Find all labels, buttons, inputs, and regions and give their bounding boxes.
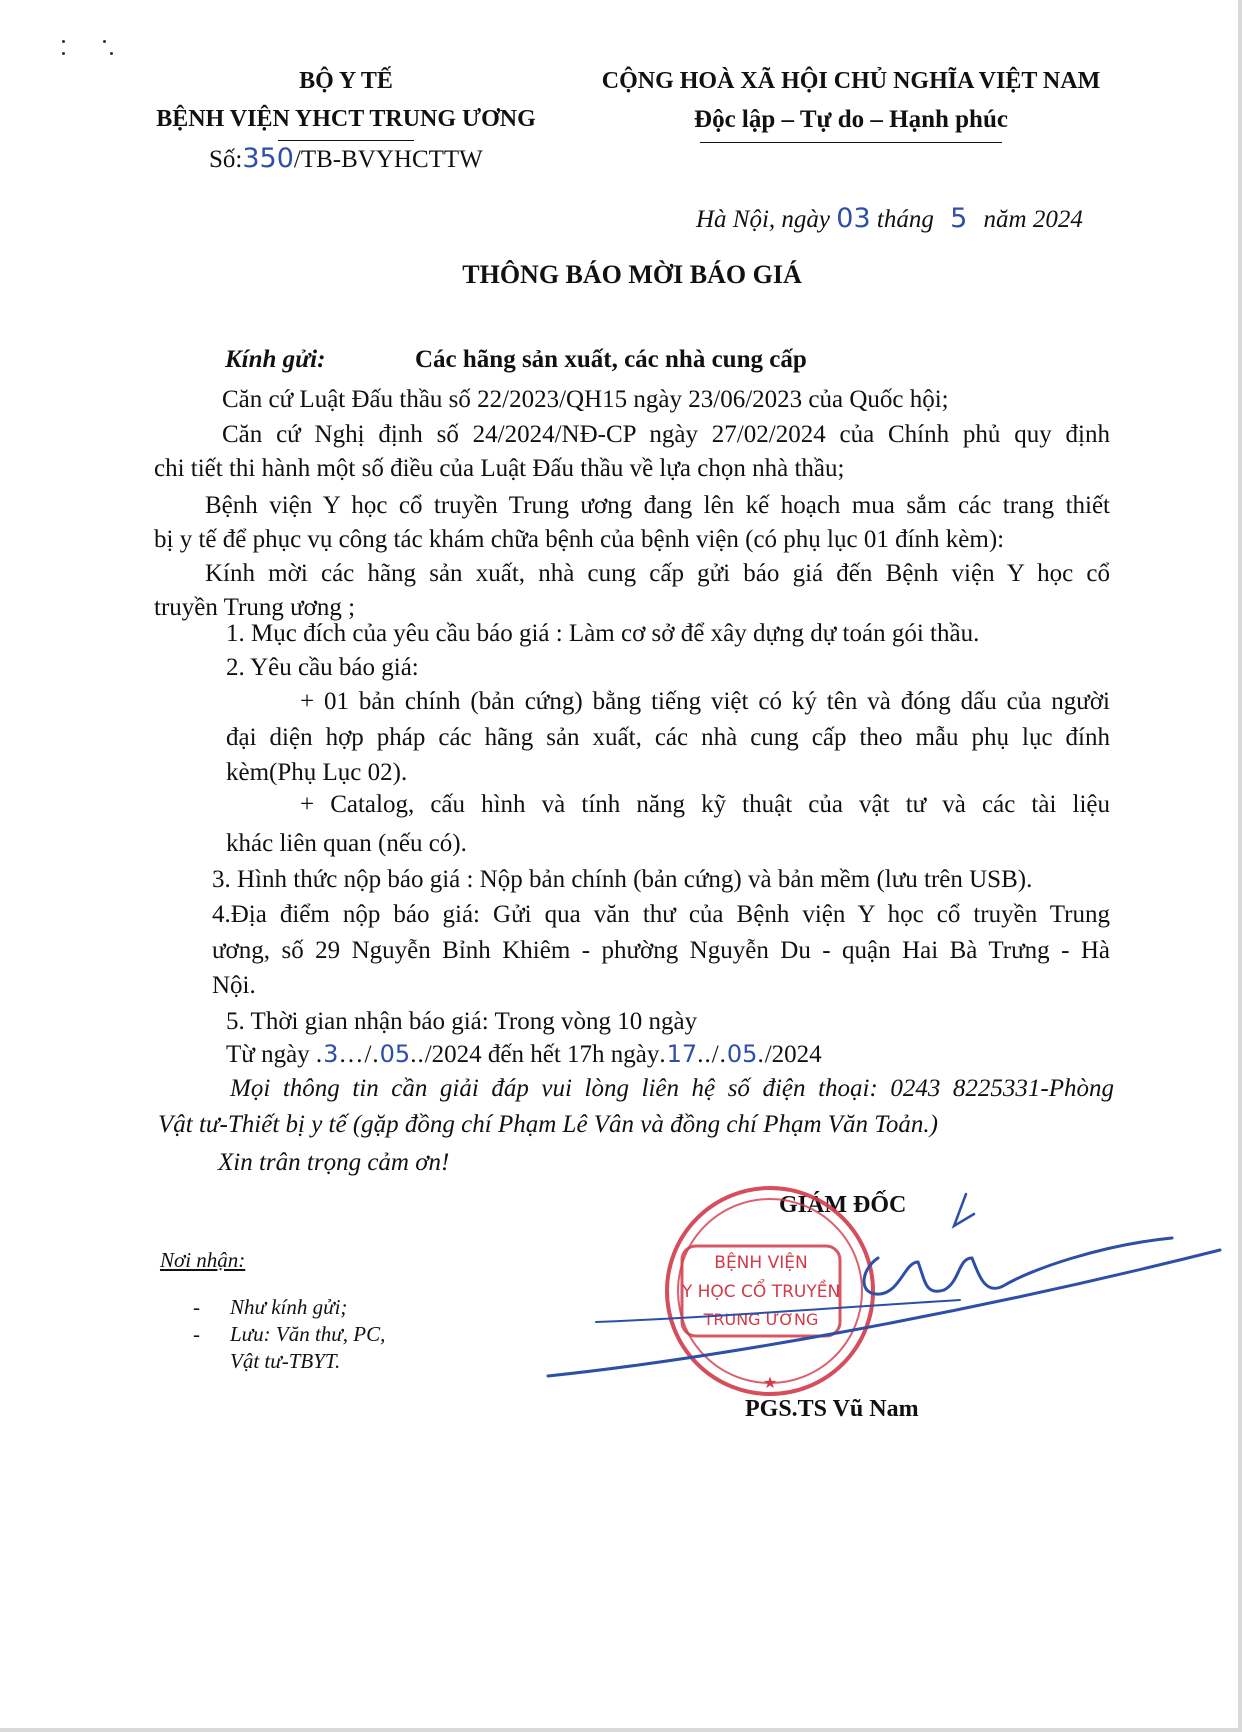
doc-number-prefix: Số: — [209, 146, 243, 173]
document-title: THÔNG BÁO MỜI BÁO GIÁ — [462, 260, 802, 289]
recipient-bullet: - — [193, 1295, 200, 1319]
signer-name: PGS.TS Vũ Nam — [745, 1396, 919, 1422]
item-2-requirements: 2. Yêu cầu báo giá: — [226, 654, 419, 681]
nation-name: CỘNG HOÀ XÃ HỘI CHỦ NGHĨA VIỆT NAM — [601, 68, 1101, 94]
recipients-label: Nơi nhận: — [160, 1248, 246, 1272]
dots: . — [757, 1041, 765, 1068]
contact-line1: Mọi thông tin cần giải đáp vui lòng liên hệ số điện thoại: 0243 8225331-Phòng — [230, 1075, 1114, 1102]
to-month-handwritten: 05 — [726, 1040, 758, 1068]
doc-number-handwritten: 350 — [242, 143, 294, 174]
item-2b-line1: + Catalog, cấu hình và tính năng kỹ thuật của vật tư và các tài liệu — [300, 791, 1110, 818]
signer-title: GIÁM ĐỐC — [779, 1192, 907, 1218]
item-4-line1: 4.Địa điểm nộp báo giá: Gửi qua văn thư của Bệnh viện Y học cổ truyền Trung — [212, 901, 1110, 928]
item-3-submission-form: 3. Hình thức nộp báo giá : Nộp bản chính (bản cứng) và bản mềm (lưu trên USB). — [212, 866, 1033, 893]
date-month-handwritten: 5 — [950, 203, 968, 234]
item-1-purpose: 1. Mục đích của yêu cầu báo giá : Làm cơ sở để xây dựng dự toán gói thầu. — [226, 620, 980, 647]
national-motto: Độc lập – Tự do – Hạnh phúc — [694, 106, 1008, 133]
dots: .. — [410, 1041, 425, 1068]
date-prefix: Hà Nội, ngày — [696, 206, 831, 233]
star-icon: ★ — [762, 1373, 778, 1392]
dots: …/. — [338, 1041, 380, 1068]
doc-number-suffix: /TB-BVYHCTTW — [293, 146, 483, 173]
hospital-name: BỆNH VIỆN YHCT TRUNG ƯƠNG — [156, 106, 536, 132]
purpose-paragraph-line2: bị y tế để phục vụ công tác khám chữa bệnh của bệnh viện (có phụ lục 01 đính kèm): — [154, 526, 1005, 553]
thanks-line: Xin trân trọng cảm ơn! — [218, 1149, 450, 1176]
handwritten-signature — [548, 1194, 1220, 1376]
legal-basis-decree-line1: Căn cứ Nghị định số 24/2024/NĐ-CP ngày 27/02/2024 của Chính phủ quy định — [222, 421, 1110, 448]
from-month-handwritten: 05 — [379, 1040, 411, 1068]
to-text: đến hết 17h ngày — [487, 1041, 660, 1068]
to-day-handwritten: 17 — [666, 1040, 698, 1068]
purpose-paragraph-line1: Bệnh viện Y học cổ truyền Trung ương đang lên kế hoạch mua sắm các trang thiết — [205, 492, 1110, 519]
invitation-line2: truyền Trung ương ; — [154, 594, 356, 621]
recipient-value: Các hãng sản xuất, các nhà cung cấp — [415, 346, 807, 373]
item-4-line3: Nội. — [212, 972, 256, 999]
item-2a-line3: kèm(Phụ Lục 02). — [226, 759, 408, 786]
recipient-item: Lưu: Văn thư, PC, — [230, 1322, 386, 1346]
date-month-label: tháng — [876, 206, 934, 233]
contact-line2: Vật tư-Thiết bị y tế (gặp đồng chí Phạm Lê Vân và đồng chí Phạm Văn Toản.) — [158, 1111, 938, 1138]
item-2a-line1: + 01 bản chính (bản cứng) bằng tiếng việt có ký tên và đóng dấu của người — [300, 688, 1110, 715]
date-day-handwritten: 03 — [836, 203, 871, 234]
item-4-line2: ương, số 29 Nguyễn Bỉnh Khiêm - phường Nguyễn Du - quận Hai Bà Trưng - Hà — [212, 937, 1110, 964]
to-year: /2024 — [764, 1041, 822, 1068]
stamp-line-3: TRUNG ƯƠNG — [703, 1310, 819, 1329]
from-day-handwritten: 3 — [323, 1040, 339, 1068]
ministry-name: BỘ Y TẾ — [299, 68, 393, 94]
recipient-bullet: - — [193, 1322, 200, 1346]
dots: . — [659, 1041, 667, 1068]
official-stamp — [667, 1188, 873, 1394]
recipient-item: Như kính gửi; — [230, 1295, 348, 1319]
item-5-receiving-time: 5. Thời gian nhận báo giá: Trong vòng 10 ngày — [226, 1008, 698, 1035]
item-2a-line2: đại diện hợp pháp các hãng sản xuất, các nhà cung cấp theo mẫu phụ lục đính — [226, 724, 1110, 751]
dots: ../. — [697, 1041, 727, 1068]
date-year: năm 2024 — [983, 206, 1083, 233]
legal-basis-decree-line2: chi tiết thi hành một số điều của Luật Đấu thầu về lựa chọn nhà thầu; — [154, 455, 845, 482]
dots: . — [315, 1041, 324, 1068]
stamp-line-1: BỆNH VIỆN — [714, 1253, 808, 1273]
stamp-line-2: Y HỌC CỔ TRUYỀN — [681, 1282, 841, 1302]
from-year: /2024 — [424, 1041, 482, 1068]
invitation-line1: Kính mời các hãng sản xuất, nhà cung cấp gửi báo giá đến Bệnh viện Y học cổ — [205, 560, 1110, 587]
recipient-label: Kính gửi: — [225, 346, 326, 373]
recipient-item: Vật tư-TBYT. — [230, 1349, 341, 1373]
item-2b-line2: khác liên quan (nếu có). — [226, 830, 467, 857]
legal-basis-law: Căn cứ Luật Đấu thầu số 22/2023/QH15 ngày 23/06/2023 của Quốc hội; — [222, 386, 949, 413]
from-prefix: Từ ngày — [226, 1041, 310, 1068]
